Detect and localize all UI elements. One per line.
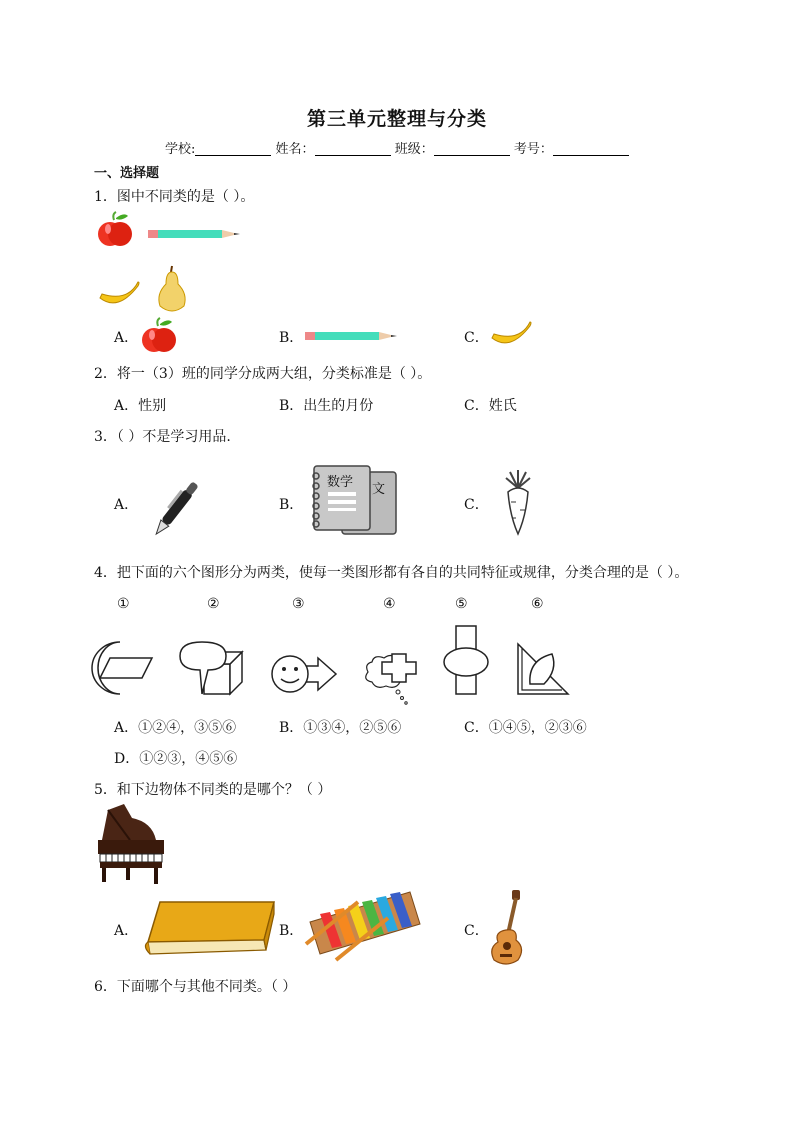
question-6-text: 6．下面哪个与其他不同类。（ ） — [94, 979, 297, 995]
q1-option-b[interactable]: B． — [279, 330, 304, 346]
books-icon — [312, 466, 400, 536]
exam-no-label: 考号： — [513, 142, 553, 157]
school-label: 学校: — [165, 142, 196, 157]
q2-option-a[interactable]: A．性别 — [114, 398, 167, 414]
pen-icon — [150, 474, 212, 534]
shape-number-6: ⑥ — [531, 596, 544, 612]
banana-icon — [490, 320, 534, 352]
pencil-icon — [305, 330, 399, 342]
q1-option-c[interactable]: C． — [464, 330, 489, 346]
question-4-text: 4．把下面的六个图形分为两类，使每一类图形都有各自的共同特征或规律，分类合理的是（ ）。 — [94, 565, 689, 581]
q4-option-a[interactable]: A．①②④，③⑤⑥ — [114, 720, 237, 736]
shape-6-triangle-leaf — [514, 640, 572, 698]
shape-number-3: ③ — [292, 596, 305, 612]
math-book-label: 数学 — [327, 475, 354, 490]
guitar-icon — [488, 890, 530, 966]
shape-3-smiley-arrow — [270, 652, 338, 696]
page-title: 第三单元整理与分类 — [306, 108, 487, 130]
q5-option-c[interactable]: C． — [464, 923, 489, 939]
banana-icon — [98, 280, 142, 312]
apple-icon — [96, 212, 136, 252]
shape-number-5: ⑤ — [455, 596, 468, 612]
question-1-text: 1．图中不同类的是（ ）。 — [94, 189, 255, 205]
shape-number-1: ① — [117, 596, 130, 612]
q2-option-b[interactable]: B．出生的月份 — [279, 398, 374, 414]
section-heading: 一、选择题 — [94, 166, 160, 181]
name-label: 姓名： — [275, 142, 315, 157]
pencil-icon — [148, 228, 242, 240]
q3-option-c[interactable]: C． — [464, 497, 489, 513]
exam-no-blank — [553, 141, 629, 156]
pear-icon — [154, 264, 190, 314]
shape-5-ellipse-rect — [442, 626, 490, 696]
book-icon — [140, 896, 276, 958]
q5-option-b[interactable]: B． — [279, 923, 304, 939]
q3-option-a[interactable]: A． — [114, 497, 139, 513]
shape-2-bubble-cube — [178, 640, 248, 696]
question-2-text: 2．将一（3）班的同学分成两大组，分类标准是（ ）。 — [94, 366, 432, 382]
shape-1-moon-parallelogram — [92, 638, 156, 698]
q2-option-c[interactable]: C．姓氏 — [464, 398, 517, 414]
student-info — [165, 138, 629, 157]
shape-number-4: ④ — [383, 596, 396, 612]
q1-option-a[interactable]: A． — [114, 330, 139, 346]
shape-number-2: ② — [207, 596, 220, 612]
q4-option-b[interactable]: B．①③④，②⑤⑥ — [279, 720, 402, 736]
q5-option-a[interactable]: A． — [114, 923, 139, 939]
class-label: 班级： — [394, 142, 434, 157]
piano-icon — [94, 804, 168, 886]
apple-icon — [140, 318, 178, 356]
carrot-icon — [500, 470, 536, 536]
school-blank — [195, 141, 271, 156]
question-5-text: 5．和下边物体不同类的是哪个？（ ） — [94, 782, 332, 798]
q4-option-d[interactable]: D．①②③，④⑤⑥ — [114, 751, 238, 767]
question-3-text: 3．（ ）不是学习用品. — [94, 429, 231, 445]
q4-option-c[interactable]: C．①④⑤，②③⑥ — [464, 720, 587, 736]
class-blank — [434, 141, 510, 156]
shape-4-cross-cloud — [362, 650, 422, 706]
chinese-book-label: 文 — [372, 482, 386, 497]
xylophone-icon — [302, 884, 422, 964]
q3-option-b[interactable]: B． — [279, 497, 304, 513]
name-blank — [315, 141, 391, 156]
